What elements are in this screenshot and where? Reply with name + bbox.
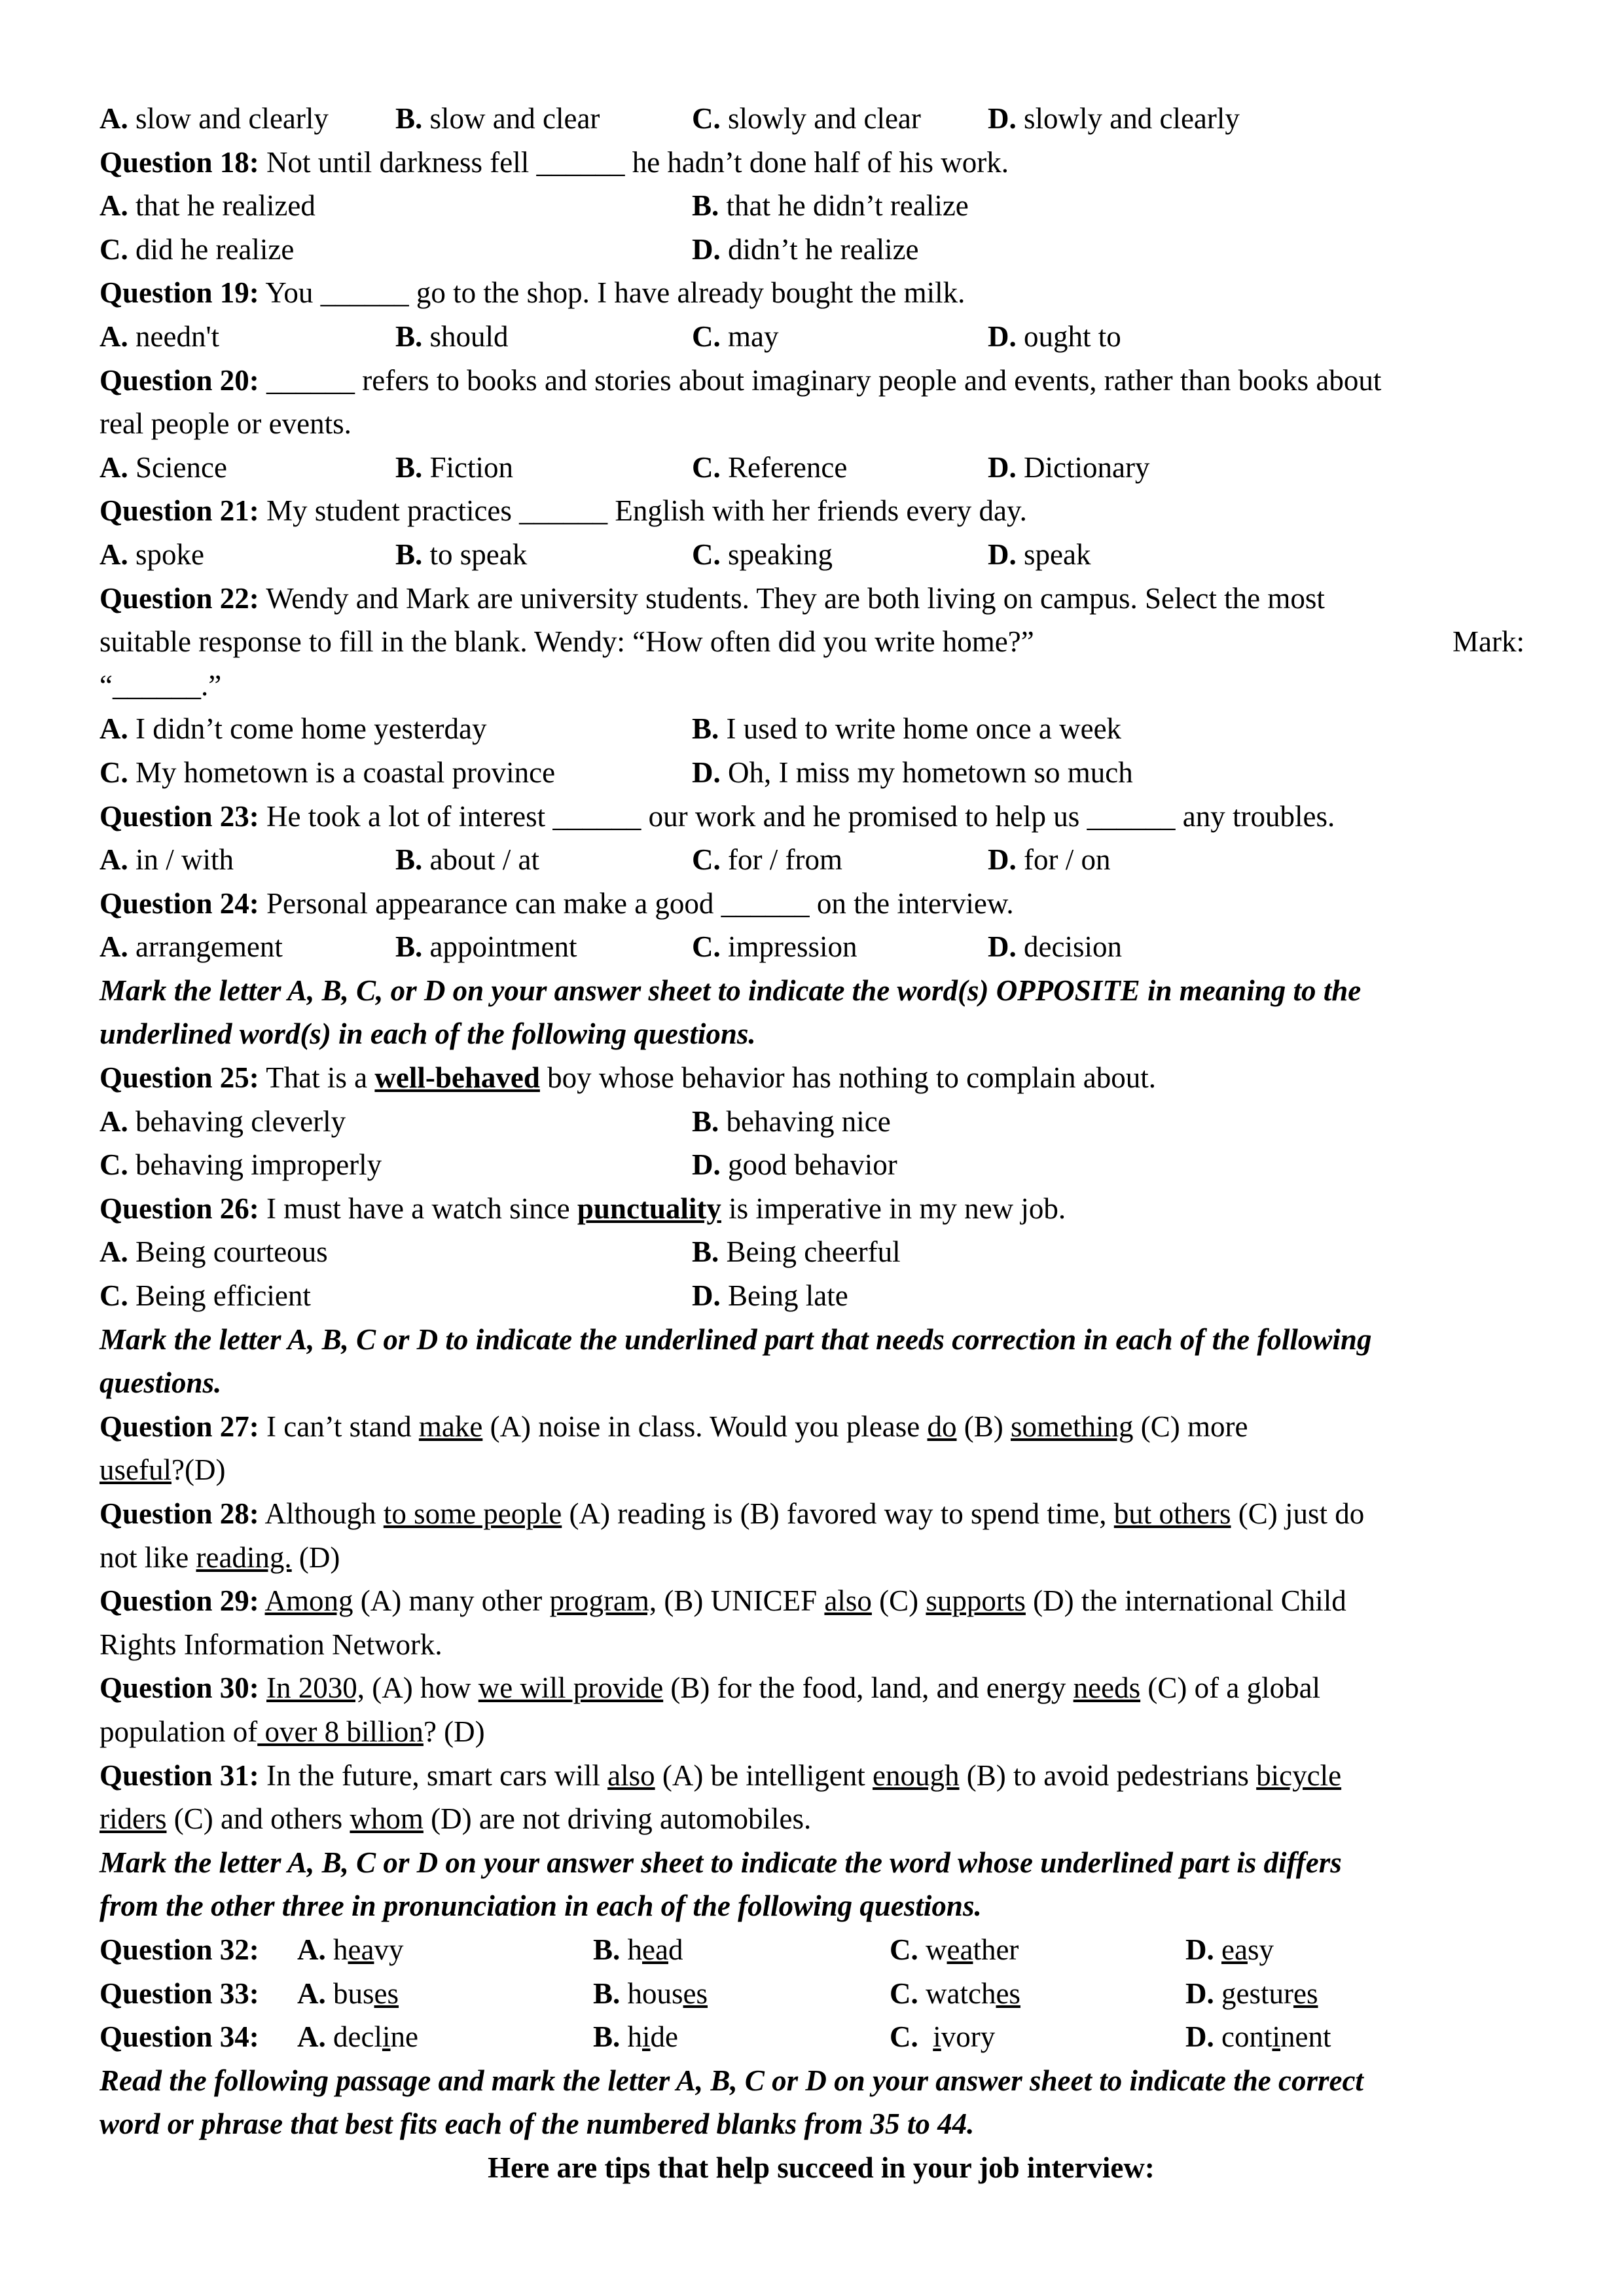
q25-option-c[interactable]: C. behaving improperly (99, 1148, 382, 1182)
q23-option-d[interactable]: D. for / on (988, 843, 1111, 877)
q21-option-a[interactable]: A. spoke (99, 538, 204, 571)
q22-stem-line3: “______.” (99, 668, 222, 702)
q19-option-d[interactable]: D. ought to (988, 319, 1121, 353)
q19-option-c[interactable]: C. may (692, 319, 779, 353)
q26-options-ab (99, 1230, 1543, 1274)
instruction-pronunciation-line2: from the other three in pronunciation in each of the following questions. (99, 1889, 982, 1923)
q24-option-b[interactable]: B. appointment (395, 930, 577, 964)
q29-stem-line2: Rights Information Network. (99, 1628, 442, 1661)
q33-option-a[interactable]: A. buses (297, 1977, 399, 2010)
q22-stem-line2: suitable response to fill in the blank. Wendy: “How often did you write home?” Mark: (99, 625, 1525, 659)
q20-option-c[interactable]: C. Reference (692, 450, 848, 484)
q28-stem-line1: Question 28: Although to some people (A) reading is (B) favored way to spend time, but others (C) just do (99, 1497, 1365, 1530)
q19-options (99, 315, 1543, 359)
q24-option-a[interactable]: A. arrangement (99, 930, 283, 964)
q31-stem-line2: riders (C) and others whom (D) are not driving automobiles. (99, 1802, 812, 1836)
q29-stem-line1: Question 29: Among (A) many other program, (B) UNICEF also (C) supports (D) the international Child (99, 1584, 1346, 1618)
q34-option-a[interactable]: A. decline (297, 2020, 418, 2054)
q22-option-d[interactable]: D. Oh, I miss my hometown so much (692, 756, 1133, 789)
q17-option-c[interactable]: C. slowly and clear (692, 102, 921, 135)
q34-option-c[interactable]: C. ivory (890, 2020, 996, 2054)
q23-option-a[interactable]: A. in / with (99, 843, 234, 877)
q22-options-ab (99, 707, 1543, 751)
q26-stem: Question 26: I must have a watch since punctuality is imperative in my new job. (99, 1192, 1066, 1225)
q30-part-c[interactable]: needs (1073, 1671, 1141, 1705)
q30-stem-line1: Question 30: In 2030, (A) how we will provide (B) for the food, land, and energy needs (C) of a global (99, 1671, 1321, 1705)
q27-stem-line1: Question 27: I can’t stand make (A) noise in class. Would you please do (B) something (C) more (99, 1410, 1248, 1443)
q30-part-a[interactable]: In 2030, (266, 1671, 365, 1705)
q32-option-c[interactable]: C. weather (890, 1933, 1019, 1966)
instruction-reading-line2: word or phrase that best fits each of the numbered blanks from 35 to 44. (99, 2107, 975, 2141)
q23-option-c[interactable]: C. for / from (692, 843, 842, 877)
q18-option-d[interactable]: D. didn’t he realize (692, 232, 919, 266)
instruction-pronunciation-line1: Mark the letter A, B, C or D on your answer sheet to indicate the word whose underlined part is differs (99, 1846, 1342, 1879)
q32-row (99, 1928, 1543, 1972)
q20-options (99, 446, 1543, 490)
q22-option-c[interactable]: C. My hometown is a coastal province (99, 756, 556, 789)
q33-option-c[interactable]: C. watches (890, 1977, 1020, 2010)
q31-part-b[interactable]: enough (873, 1758, 960, 1792)
q34-option-b[interactable]: B. hide (593, 2020, 679, 2054)
q21-stem: Question 21: My student practices ______ English with her friends every day. (99, 494, 1027, 528)
q24-option-d[interactable]: D. decision (988, 930, 1122, 964)
q23-options (99, 838, 1543, 882)
instruction-opposite-line2: underlined word(s) in each of the following questions. (99, 1017, 756, 1051)
q26-option-b[interactable]: B. Being cheerful (692, 1235, 901, 1269)
q24-stem: Question 24: Personal appearance can make a good ______ on the interview. (99, 886, 1014, 920)
q22-option-a[interactable]: A. I didn’t come home yesterday (99, 712, 487, 746)
q24-options (99, 925, 1543, 969)
q25-options-ab (99, 1100, 1543, 1144)
q27-part-c[interactable]: something (1011, 1410, 1134, 1443)
q25-option-a[interactable]: A. behaving cleverly (99, 1104, 346, 1138)
instruction-reading-line1: Read the following passage and mark the letter A, B, C or D on your answer sheet to indicate the correct (99, 2064, 1363, 2097)
q29-part-a[interactable]: Among (264, 1584, 353, 1618)
q30-stem-line2: population of over 8 billion? (D) (99, 1715, 485, 1748)
q33-option-d[interactable]: D. gestures (1185, 1977, 1318, 2010)
q25-option-b[interactable]: B. behaving nice (692, 1104, 891, 1138)
q21-options (99, 533, 1543, 577)
exam-page (99, 97, 1543, 2190)
instruction-correction-line1: Mark the letter A, B, C or D to indicate the underlined part that needs correction in each of the following (99, 1322, 1372, 1356)
q27-part-d[interactable]: useful (99, 1453, 171, 1487)
instruction-correction-line2: questions. (99, 1366, 222, 1400)
q26-options-cd (99, 1274, 1543, 1318)
q17-option-d[interactable]: D. slowly and clearly (988, 102, 1240, 135)
q30-part-b[interactable]: we will provide (478, 1671, 664, 1705)
q25-option-d[interactable]: D. good behavior (692, 1148, 897, 1182)
q22-option-b[interactable]: B. I used to write home once a week (692, 712, 1122, 746)
q19-option-b[interactable]: B. should (395, 319, 509, 353)
q33-option-b[interactable]: B. houses (593, 1977, 708, 2010)
q21-option-c[interactable]: C. speaking (692, 538, 833, 571)
q20-option-b[interactable]: B. Fiction (395, 450, 514, 484)
q18-option-c[interactable]: C. did he realize (99, 232, 295, 266)
q30-part-d[interactable]: over 8 billion (257, 1715, 424, 1748)
q32-option-b[interactable]: B. head (593, 1933, 683, 1966)
q29-part-b[interactable]: program, (549, 1584, 657, 1618)
q31-part-a[interactable]: also (607, 1758, 655, 1792)
q31-part-c[interactable]: bicycle (1256, 1758, 1342, 1792)
q17-option-a[interactable]: A. slow and clearly (99, 102, 329, 135)
q32-label: Question 32: (99, 1933, 259, 1966)
q21-option-b[interactable]: B. to speak (395, 538, 528, 571)
q31-part-d[interactable]: whom (350, 1802, 424, 1836)
q22-stem-line1: Question 22: Wendy and Mark are university students. They are both living on campus. Select the most (99, 581, 1325, 615)
q28-part-a[interactable]: to some people (383, 1497, 562, 1530)
q32-option-d[interactable]: D. easy (1185, 1933, 1274, 1966)
q20-option-a[interactable]: A. Science (99, 450, 227, 484)
q20-stem-line2: real people or events. (99, 407, 352, 441)
q27-part-a[interactable]: make (418, 1410, 483, 1443)
passage-title: Here are tips that help succeed in your job interview: (488, 2151, 1155, 2184)
q34-row (99, 2015, 1543, 2059)
q24-option-c[interactable]: C. impression (692, 930, 857, 964)
q26-option-d[interactable]: D. Being late (692, 1279, 848, 1313)
q18-options-ab (99, 184, 1543, 228)
q28-stem-line2: not like reading. (D) (99, 1540, 340, 1574)
q26-option-a[interactable]: A. Being courteous (99, 1235, 328, 1269)
q20-stem-line1: Question 20: ______ refers to books and stories about imaginary people and events, rather than books about (99, 363, 1382, 397)
q18-option-b[interactable]: B. that he didn’t realize (692, 189, 969, 223)
q19-stem: Question 19: You ______ go to the shop. I have already bought the milk. (99, 276, 965, 310)
q25-underlined-word: well-behaved (374, 1061, 540, 1095)
q19-option-a[interactable]: A. needn't (99, 319, 220, 353)
q23-option-b[interactable]: B. about / at (395, 843, 539, 877)
q34-label: Question 34: (99, 2020, 259, 2054)
q29-part-c[interactable]: also (824, 1584, 872, 1618)
q17-option-b[interactable]: B. slow and clear (395, 102, 600, 135)
q25-options-cd (99, 1143, 1543, 1187)
q23-stem: Question 23: He took a lot of interest ______ our work and he promised to help us ______ any troubles. (99, 799, 1335, 833)
q32-option-a[interactable]: A. heavy (297, 1933, 404, 1966)
q18-option-a[interactable]: A. that he realized (99, 189, 316, 223)
q18-stem: Question 18: Not until darkness fell ______ he hadn’t done half of his work. (99, 145, 1009, 179)
q28-part-d[interactable]: reading. (196, 1540, 292, 1574)
q26-option-c[interactable]: C. Being efficient (99, 1279, 311, 1313)
q17-options (99, 97, 1543, 141)
q20-option-d[interactable]: D. Dictionary (988, 450, 1150, 484)
q33-label: Question 33: (99, 1977, 259, 2010)
q31-part-c-cont[interactable]: riders (99, 1802, 167, 1836)
q22-options-cd (99, 751, 1543, 795)
q28-part-c[interactable]: but others (1113, 1497, 1231, 1530)
q27-part-b[interactable]: do (927, 1410, 957, 1443)
q21-option-d[interactable]: D. speak (988, 538, 1091, 571)
q33-row (99, 1972, 1543, 2016)
q27-stem-line2: useful?(D) (99, 1453, 226, 1487)
q26-underlined-word: punctuality (577, 1192, 721, 1225)
q25-stem: Question 25: That is a well-behaved boy whose behavior has nothing to complain about. (99, 1061, 1156, 1095)
q29-part-d[interactable]: supports (926, 1584, 1026, 1618)
q31-stem-line1: Question 31: In the future, smart cars will also (A) be intelligent enough (B) to avoid pedestrians bicycle (99, 1758, 1342, 1792)
instruction-opposite-line1: Mark the letter A, B, C, or D on your answer sheet to indicate the word(s) OPPOSITE in meaning to the (99, 974, 1362, 1007)
q34-option-d[interactable]: D. continent (1185, 2020, 1331, 2054)
q18-options-cd (99, 228, 1543, 272)
